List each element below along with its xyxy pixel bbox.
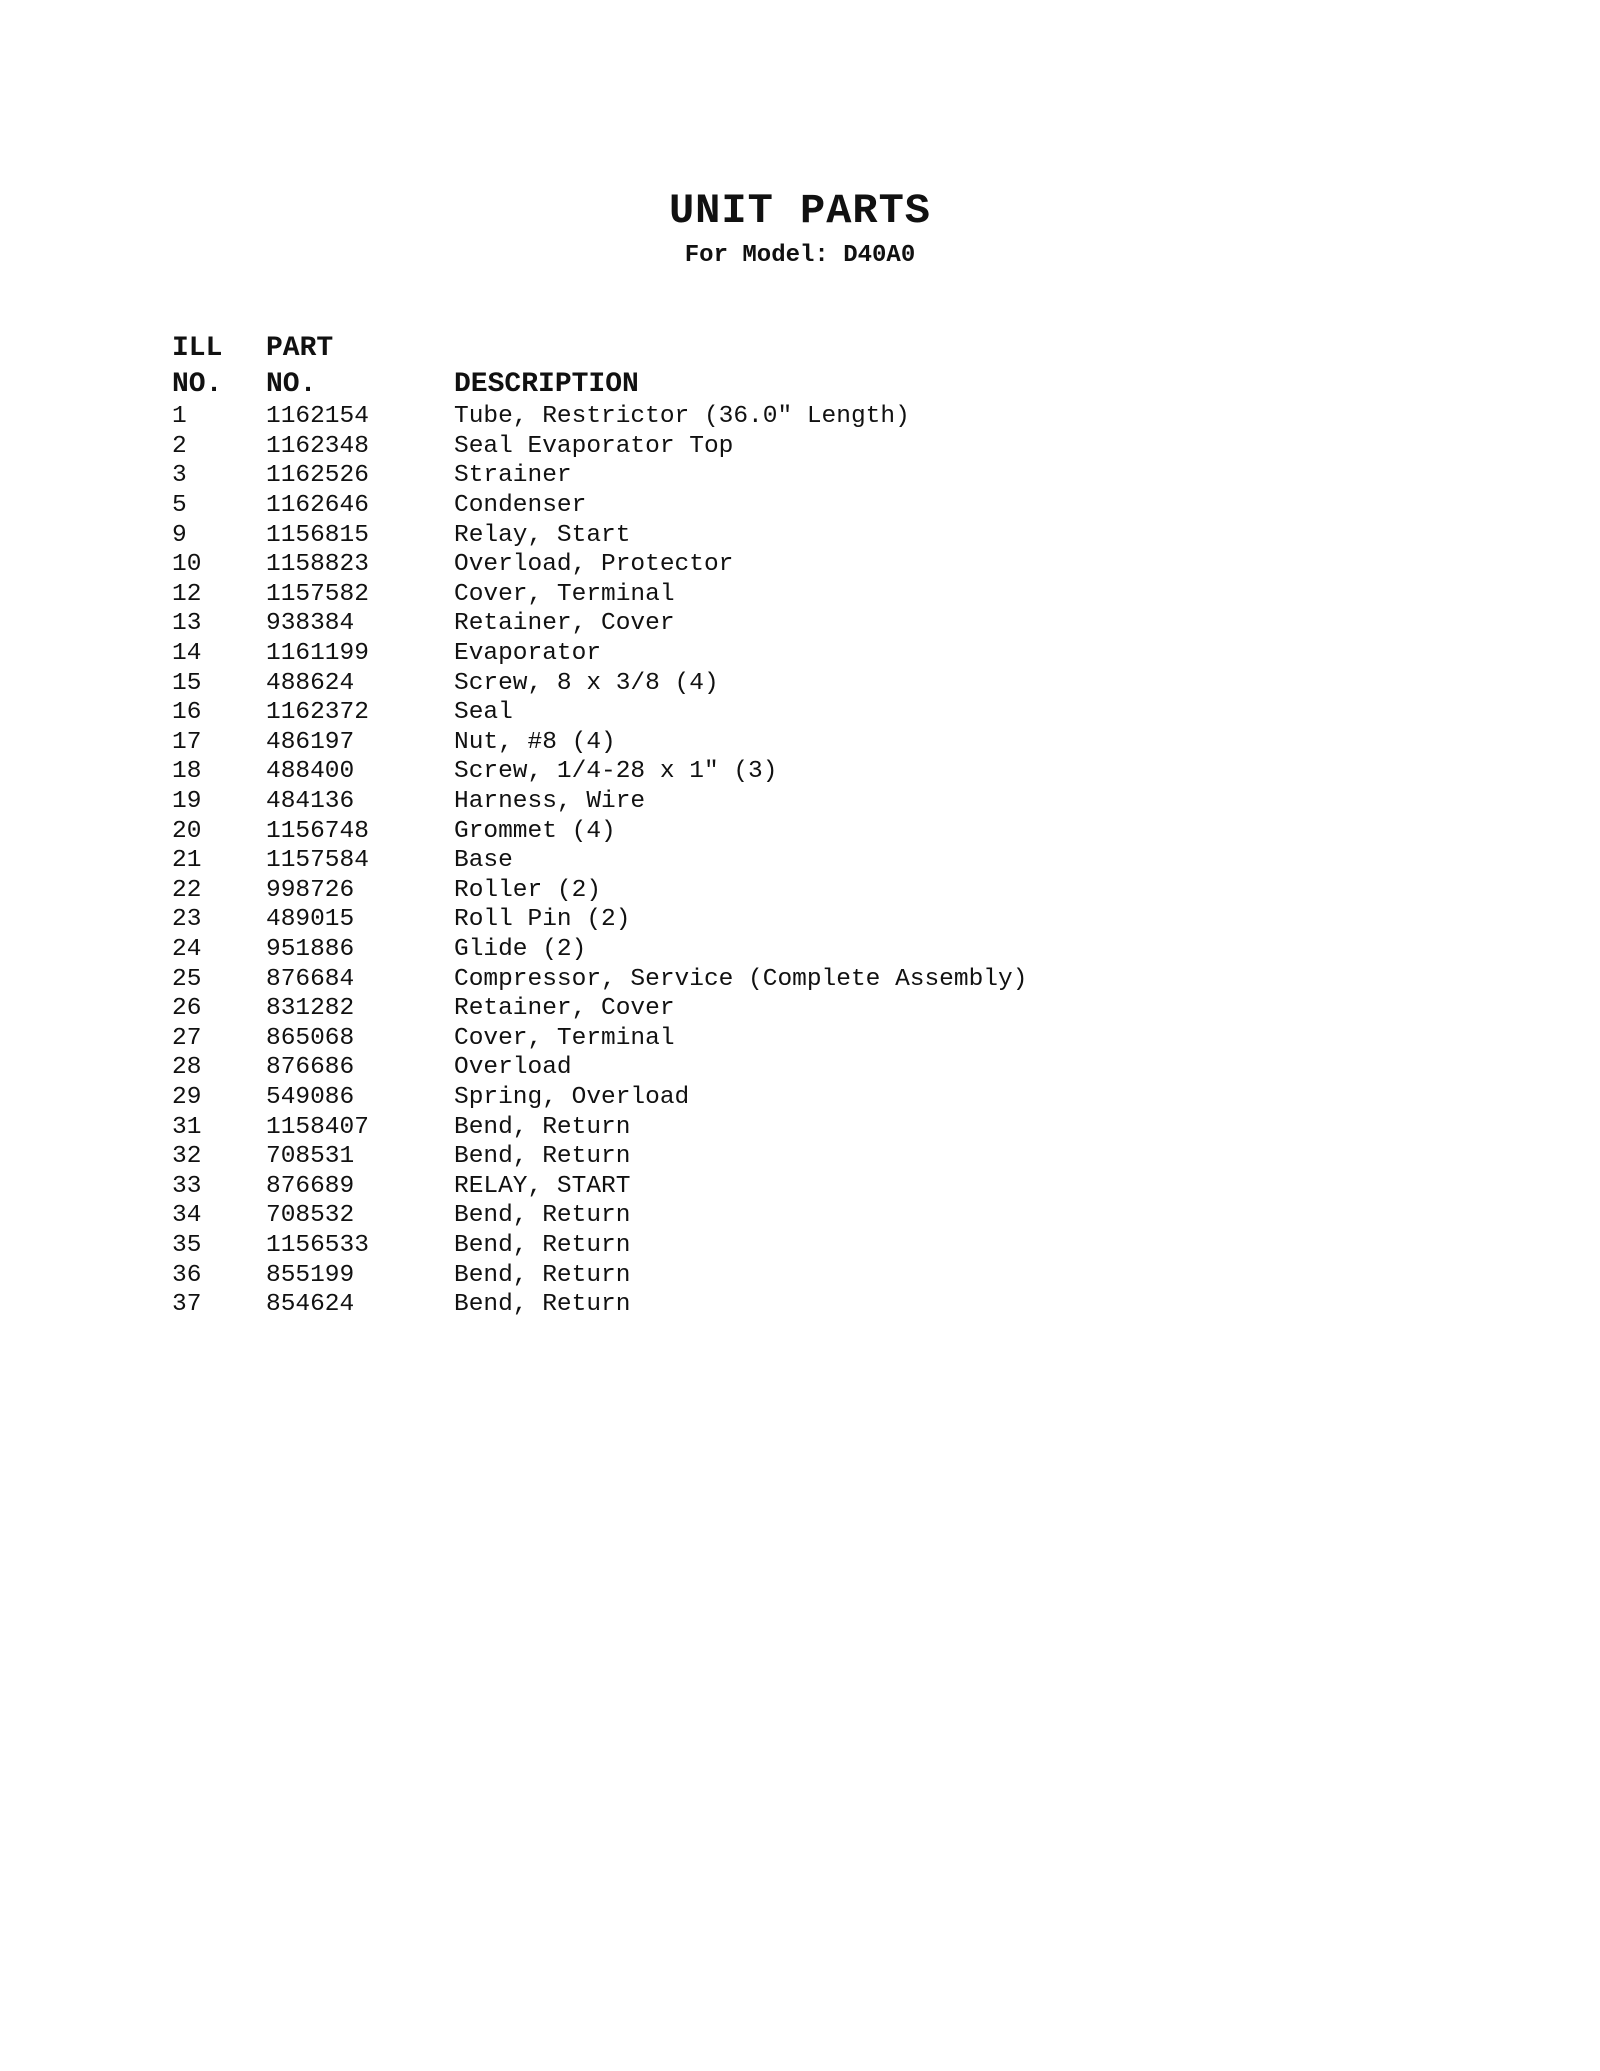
part-number: 1162526 bbox=[266, 462, 369, 490]
table-row bbox=[172, 1023, 1214, 1053]
part-number: 865068 bbox=[266, 1024, 355, 1052]
ill-number: 15 bbox=[172, 669, 202, 697]
ill-number: 24 bbox=[172, 935, 202, 963]
part-description: Strainer bbox=[454, 462, 572, 490]
part-description: Overload, Protector bbox=[454, 551, 734, 579]
parts-table bbox=[172, 330, 1214, 1319]
table-row bbox=[172, 639, 1214, 669]
part-description: Bend, Return bbox=[454, 1143, 631, 1171]
table-row bbox=[172, 668, 1214, 698]
table-row bbox=[172, 402, 1214, 432]
ill-number: 28 bbox=[172, 1054, 202, 1082]
part-number: 488624 bbox=[266, 669, 355, 697]
part-description: Spring, Overload bbox=[454, 1083, 690, 1111]
part-number: 1157584 bbox=[266, 847, 369, 875]
ill-number: 10 bbox=[172, 551, 202, 579]
model-subtitle: For Model: D40A0 bbox=[684, 242, 916, 269]
table-row bbox=[172, 876, 1214, 906]
part-number: 831282 bbox=[266, 995, 355, 1023]
part-number: 1157582 bbox=[266, 580, 369, 608]
table-row bbox=[172, 1290, 1214, 1320]
table-row bbox=[172, 609, 1214, 639]
part-description: Relay, Start bbox=[454, 521, 631, 549]
ill-number: 20 bbox=[172, 817, 202, 845]
part-header-line2: NO. bbox=[266, 369, 317, 400]
header-row-2 bbox=[172, 366, 1214, 402]
part-description: Bend, Return bbox=[454, 1291, 631, 1319]
part-description: Bend, Return bbox=[454, 1231, 631, 1259]
table-row bbox=[172, 1171, 1214, 1201]
part-description: Bend, Return bbox=[454, 1113, 631, 1141]
part-number: 489015 bbox=[266, 906, 355, 934]
ill-number: 9 bbox=[172, 521, 187, 549]
ill-number: 25 bbox=[172, 965, 202, 993]
part-number: 876689 bbox=[266, 1172, 355, 1200]
ill-number: 5 bbox=[172, 492, 187, 520]
ill-number: 2 bbox=[172, 432, 187, 460]
part-number: 951886 bbox=[266, 935, 355, 963]
table-row bbox=[172, 1201, 1214, 1231]
header-row-1 bbox=[172, 330, 1214, 366]
ill-number: 34 bbox=[172, 1202, 202, 1230]
part-number: 549086 bbox=[266, 1083, 355, 1111]
part-description: Roll Pin (2) bbox=[454, 906, 631, 934]
table-row bbox=[172, 520, 1214, 550]
table-row bbox=[172, 550, 1214, 580]
table-row bbox=[172, 846, 1214, 876]
table-row bbox=[172, 905, 1214, 935]
part-number: 708532 bbox=[266, 1202, 355, 1230]
table-row bbox=[172, 787, 1214, 817]
table-row bbox=[172, 1260, 1214, 1290]
table-row bbox=[172, 1142, 1214, 1172]
part-description: Tube, Restrictor (36.0" Length) bbox=[454, 403, 910, 431]
part-description: Condenser bbox=[454, 492, 587, 520]
part-number: 1162348 bbox=[266, 432, 369, 460]
table-row bbox=[172, 935, 1214, 965]
part-description: Seal bbox=[454, 699, 513, 727]
ill-header-line2: NO. bbox=[172, 369, 223, 400]
part-description: Screw, 1/4-28 x 1" (3) bbox=[454, 758, 778, 786]
part-number: 1162372 bbox=[266, 699, 369, 727]
ill-number: 22 bbox=[172, 876, 202, 904]
ill-number: 26 bbox=[172, 995, 202, 1023]
part-number: 1156815 bbox=[266, 521, 369, 549]
part-number: 1161199 bbox=[266, 640, 369, 668]
part-number: 938384 bbox=[266, 610, 355, 638]
part-description: Nut, #8 (4) bbox=[454, 728, 616, 756]
ill-number: 19 bbox=[172, 788, 202, 816]
part-number: 708531 bbox=[266, 1143, 355, 1171]
part-description: Cover, Terminal bbox=[454, 1024, 675, 1052]
ill-number: 16 bbox=[172, 699, 202, 727]
part-number: 1162154 bbox=[266, 403, 369, 431]
ill-number: 1 bbox=[172, 403, 187, 431]
table-row bbox=[172, 1053, 1214, 1083]
part-number: 855199 bbox=[266, 1261, 355, 1289]
part-number: 484136 bbox=[266, 788, 355, 816]
part-description: Compressor, Service (Complete Assembly) bbox=[454, 965, 1028, 993]
ill-number: 29 bbox=[172, 1083, 202, 1111]
part-number: 1156748 bbox=[266, 817, 369, 845]
part-description: Grommet (4) bbox=[454, 817, 616, 845]
table-row bbox=[172, 1083, 1214, 1113]
part-description: Retainer, Cover bbox=[454, 610, 675, 638]
ill-number: 21 bbox=[172, 847, 202, 875]
part-number: 488400 bbox=[266, 758, 355, 786]
ill-number: 27 bbox=[172, 1024, 202, 1052]
table-row bbox=[172, 491, 1214, 521]
part-description: Retainer, Cover bbox=[454, 995, 675, 1023]
part-description: Glide (2) bbox=[454, 935, 587, 963]
table-row bbox=[172, 1112, 1214, 1142]
part-number: 1162646 bbox=[266, 492, 369, 520]
description-header: DESCRIPTION bbox=[454, 369, 639, 400]
ill-number: 13 bbox=[172, 610, 202, 638]
part-number: 876684 bbox=[266, 965, 355, 993]
part-description: Bend, Return bbox=[454, 1261, 631, 1289]
part-description: Overload bbox=[454, 1054, 572, 1082]
part-description: Screw, 8 x 3/8 (4) bbox=[454, 669, 719, 697]
ill-number: 32 bbox=[172, 1143, 202, 1171]
ill-number: 33 bbox=[172, 1172, 202, 1200]
table-row bbox=[172, 698, 1214, 728]
ill-number: 17 bbox=[172, 728, 202, 756]
part-number: 998726 bbox=[266, 876, 355, 904]
ill-number: 23 bbox=[172, 906, 202, 934]
part-description: Base bbox=[454, 847, 513, 875]
table-row bbox=[172, 816, 1214, 846]
ill-number: 14 bbox=[172, 640, 202, 668]
ill-number: 12 bbox=[172, 580, 202, 608]
ill-number: 35 bbox=[172, 1231, 202, 1259]
table-row bbox=[172, 994, 1214, 1024]
table-row bbox=[172, 757, 1214, 787]
parts-rows bbox=[172, 402, 1214, 1319]
part-description: Roller (2) bbox=[454, 876, 602, 904]
ill-number: 18 bbox=[172, 758, 202, 786]
part-number: 486197 bbox=[266, 728, 355, 756]
part-description: Seal Evaporator Top bbox=[454, 432, 734, 460]
table-row bbox=[172, 964, 1214, 994]
part-number: 1156533 bbox=[266, 1231, 369, 1259]
table-row bbox=[172, 728, 1214, 758]
part-number: 1158823 bbox=[266, 551, 369, 579]
table-row bbox=[172, 432, 1214, 462]
part-description: Cover, Terminal bbox=[454, 580, 675, 608]
table-row bbox=[172, 1231, 1214, 1261]
part-number: 854624 bbox=[266, 1291, 355, 1319]
part-description: RELAY, START bbox=[454, 1172, 631, 1200]
part-description: Harness, Wire bbox=[454, 788, 646, 816]
part-description: Evaporator bbox=[454, 640, 602, 668]
ill-number: 3 bbox=[172, 462, 187, 490]
part-description: Bend, Return bbox=[454, 1202, 631, 1230]
table-row bbox=[172, 580, 1214, 610]
page-title: UNIT PARTS bbox=[668, 187, 932, 235]
ill-number: 31 bbox=[172, 1113, 202, 1141]
part-number: 876686 bbox=[266, 1054, 355, 1082]
part-number: 1158407 bbox=[266, 1113, 369, 1141]
ill-header-line1: ILL bbox=[172, 333, 223, 364]
table-row bbox=[172, 461, 1214, 491]
part-header-line1: PART bbox=[266, 333, 334, 364]
ill-number: 36 bbox=[172, 1261, 202, 1289]
ill-number: 37 bbox=[172, 1291, 202, 1319]
